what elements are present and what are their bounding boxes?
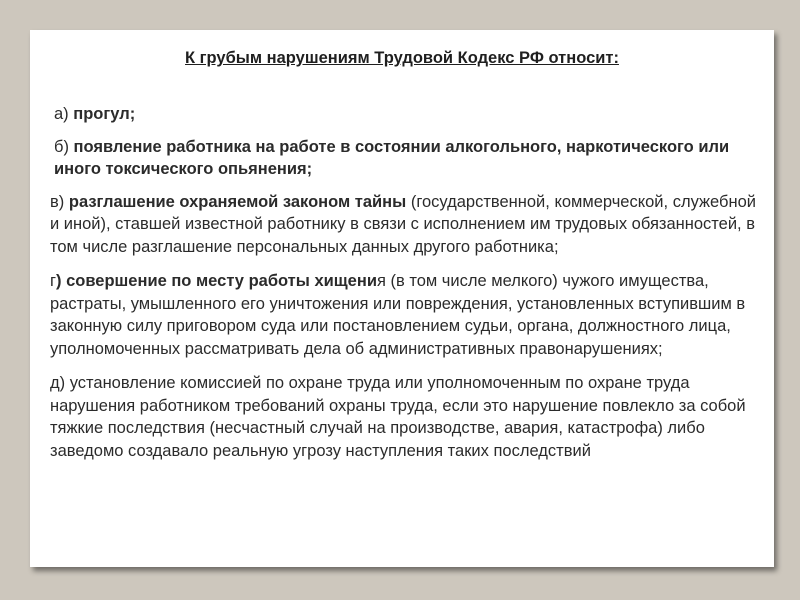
item-marker: б) — [54, 137, 74, 156]
item-text: (государственной, коммерческой, служебной и иной), ставшей известной работнику в связи с исполнением им трудовых обязанностей, в том числе разглашение персональных данных другого работника; — [50, 192, 756, 256]
item-bold-text: ) совершение по месту работы хищени — [56, 272, 377, 290]
item-marker: в) — [50, 192, 69, 211]
violations-list — [50, 103, 760, 474]
item-text: я (в том числе мелкого) чужого имущества, растраты, умышленного его уничтожения или повреждения, установленных вступившим в законную силу приговором суда или постановлением судьи, органа, должностного лица, уполномоченных рассматривать дела об административных правонарушениях; — [50, 272, 746, 358]
list-item-g — [50, 270, 760, 360]
item-text: д) установление комиссией по охране труда или уполномоченным по охране труда нарушения работником требований охраны труда, если это нарушение повлекло за собой тяжкие последствия (несчастный случай на производстве, авария, катастрофа) либо заведомо создавало реальную угрозу наступления таких последствий — [50, 374, 746, 460]
list-item-v — [50, 191, 760, 259]
item-bold-text: разглашение охраняемой законом тайны — [68, 192, 407, 211]
item-bold-text: появление работника на работе в состоянии алкогольного, наркотического или иного токсического опьянения; — [54, 137, 730, 178]
slide — [30, 30, 774, 567]
list-item-a — [50, 103, 760, 126]
slide-title: К грубым нарушениям Трудовой Кодекс РФ относит: — [185, 49, 619, 67]
list-item-d — [50, 372, 760, 462]
item-marker: г — [50, 272, 57, 290]
list-item-b — [50, 136, 760, 181]
item-marker: а) — [54, 105, 74, 123]
item-bold-text: прогул; — [73, 105, 136, 123]
